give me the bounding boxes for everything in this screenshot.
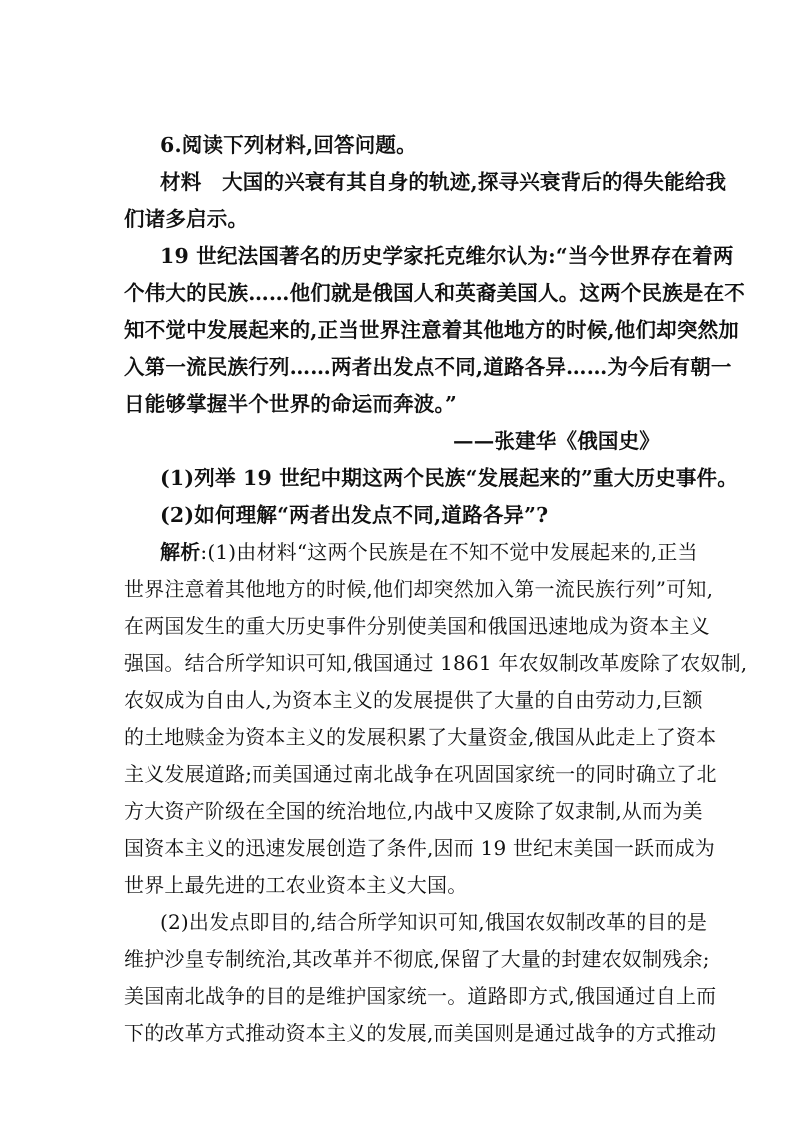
analysis-line-3: 在两国发生的重大历史事件分别使美国和俄国迅速地成为资本主义 xyxy=(124,614,710,638)
quote-source: ——张建华《俄国史》 xyxy=(453,429,660,453)
analysis-part1-start: :(1)由材料“这两个民族是在不知不觉中发展起来的,正当 xyxy=(200,540,698,564)
quote-line-4: 入第一流民族行列……两者出发点不同,道路各异……为今后有朝一 xyxy=(124,355,732,379)
question-title: 6.阅读下列材料,回答问题。 xyxy=(160,133,417,157)
quote-line-1: 19 世纪法国著名的历史学家托克维尔认为:“当今世界存在着两 xyxy=(160,244,734,268)
analysis-line-7: 主义发展道路;而美国通过南北战争在巩固国家统一的同时确立了北 xyxy=(124,762,717,786)
analysis-line-4: 强国。结合所学知识可知,俄国通过 1861 年农奴制改革废除了农奴制, xyxy=(124,651,748,675)
analysis-line-2: 世界注意着其他地方的时候,他们却突然加入第一流民族行列”可知, xyxy=(124,577,714,601)
sub-question-1: (1)列举 19 世纪中期这两个民族“发展起来的”重大历史事件。 xyxy=(160,466,738,490)
analysis-line-5: 农奴成为自由人,为资本主义的发展提供了大量的自由劳动力,巨额 xyxy=(124,688,703,712)
material-line-2: 们诸多启示。 xyxy=(124,207,249,231)
sub-question-2: (2)如何理解“两者出发点不同,道路各异”? xyxy=(160,503,549,527)
analysis-part2-line-1: (2)出发点即目的,结合所学知识可知,俄国农奴制改革的目的是 xyxy=(160,910,708,934)
material-line-1: 材料 大国的兴衰有其自身的轨迹,探寻兴衰背后的得失能给我 xyxy=(160,170,727,194)
analysis-part2-line-2: 维护沙皇专制统治,其改革并不彻底,保留了大量的封建农奴制残余; xyxy=(124,947,710,971)
quote-line-5: 日能够掌握半个世界的命运而奔波。” xyxy=(124,392,457,416)
analysis-line-8: 方大资产阶级在全国的统治地位,内战中又废除了奴隶制,从而为美 xyxy=(124,799,703,823)
analysis-label: 解析 xyxy=(160,540,201,564)
analysis-line-6: 的土地赎金为资本主义的发展积累了大量资金,俄国从此走上了资本 xyxy=(124,725,717,749)
analysis-line-9: 国资本主义的迅速发展创造了条件,因而 19 世纪末美国一跃而成为 xyxy=(124,836,715,860)
analysis-part2-line-4: 下的改革方式推动资本主义的发展,而美国则是通过战争的方式推动 xyxy=(124,1021,717,1045)
quote-line-2: 个伟大的民族……他们就是俄国人和英裔美国人。这两个民族是在不 xyxy=(124,281,745,305)
analysis-first-line xyxy=(160,534,698,570)
analysis-part2-line-3: 美国南北战争的目的是维护国家统一。道路即方式,俄国通过自上而 xyxy=(124,984,717,1008)
analysis-line-10: 世界上最先进的工农业资本主义大国。 xyxy=(124,873,468,897)
quote-line-3: 知不觉中发展起来的,正当世界注意着其他地方的时候,他们却突然加 xyxy=(124,318,739,342)
